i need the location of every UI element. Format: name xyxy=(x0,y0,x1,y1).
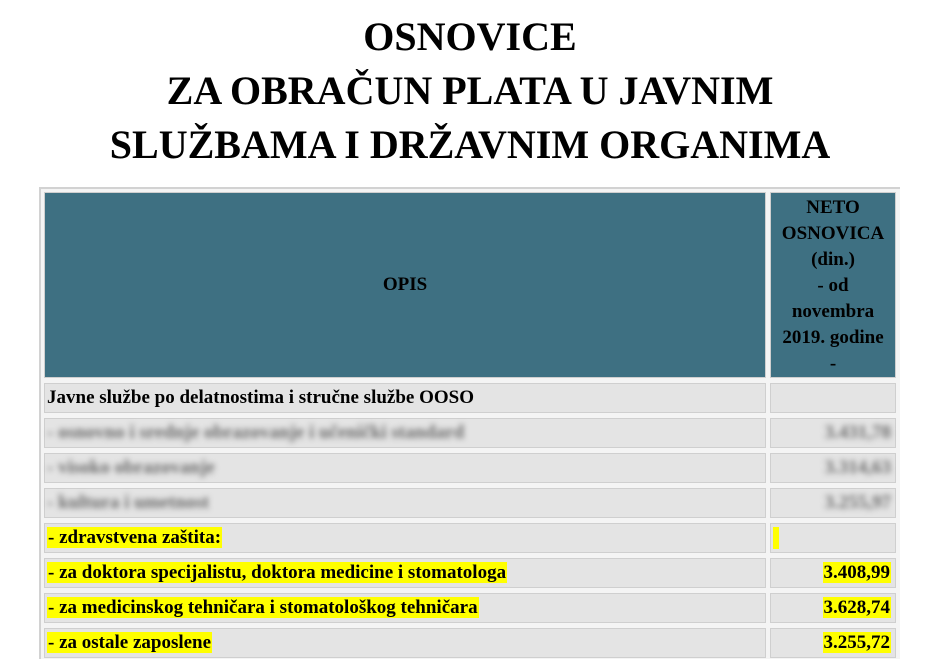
header-neto-line: - xyxy=(829,353,837,374)
blurred-value: 3.431,78 xyxy=(824,422,891,443)
blurred-label: - osnovno i srednje obrazovanje i učenički standard xyxy=(47,422,465,443)
zdravstvo-label: - zdravstvena zaštita: xyxy=(48,527,222,548)
header-neto-osnovica xyxy=(770,192,896,378)
header-neto-line: OSNOVICA xyxy=(781,223,885,244)
osnovice-table xyxy=(40,187,900,663)
title-line-1: OSNOVICE xyxy=(363,14,577,59)
title-line-3: SLUŽBAMA I DRŽAVNIM ORGANIMA xyxy=(109,122,831,167)
table-row xyxy=(44,488,896,518)
row-label: - za doktora specijalistu, doktora medicine i stomatologa xyxy=(48,562,507,583)
table-row xyxy=(44,593,896,623)
table-row xyxy=(44,628,896,658)
header-opis: OPIS xyxy=(44,192,766,378)
table-row xyxy=(44,383,896,413)
header-neto-line: novembra xyxy=(791,301,875,322)
table-header-row xyxy=(44,192,896,378)
table-row xyxy=(44,418,896,448)
header-neto-line: (din.) xyxy=(811,249,855,270)
page-title xyxy=(0,10,940,172)
header-neto-line: 2019. godine xyxy=(782,327,884,348)
table-row xyxy=(44,523,896,553)
blurred-label: - kultura i umetnost xyxy=(47,492,210,513)
section-label: Javne službe po delatnostima i stručne službe OOSO xyxy=(44,383,766,413)
section-value-empty xyxy=(770,383,896,413)
row-value: 3.255,72 xyxy=(823,632,890,653)
header-neto-line: - od xyxy=(817,275,849,296)
blurred-value: 3.314,63 xyxy=(824,457,891,478)
blurred-value: 3.255,97 xyxy=(824,492,891,513)
row-label: - za ostale zaposlene xyxy=(48,632,212,653)
blurred-label: - visoko obrazovanje xyxy=(47,457,215,478)
row-value: 3.628,74 xyxy=(823,597,890,618)
row-label: - za medicinskog tehničara i stomatološkog tehničara xyxy=(48,597,478,618)
title-line-2: ZA OBRAČUN PLATA U JAVNIM xyxy=(166,68,774,113)
table-row xyxy=(44,558,896,588)
table-row xyxy=(44,453,896,483)
header-neto-line: NETO xyxy=(806,197,860,218)
osnovice-table-container xyxy=(39,187,900,659)
row-value: 3.408,99 xyxy=(823,562,890,583)
highlight-marker xyxy=(773,527,779,549)
